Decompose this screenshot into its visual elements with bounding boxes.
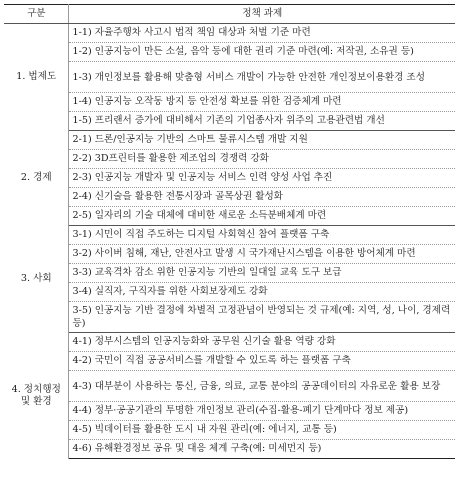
task-cell: 2-5) 일자리의 기술 대체에 대비한 새로운 소득분배체계 마련	[68, 207, 455, 226]
task-cell: 1-3) 개인정보를 활용해 맞춤형 서비스 개발이 가능한 안전한 개인정보이용환경 조성	[68, 62, 455, 93]
table-row	[4, 302, 455, 333]
task-cell: 4-6) 유해환경정보 공유 및 대응 체계 구축(예: 미세먼지 등)	[68, 440, 455, 459]
table-row	[4, 24, 455, 43]
task-cell: 1-5) 프리랜서 증가에 대비해서 기존의 기업종사자 위주의 고용관련법 개선	[68, 112, 455, 131]
task-cell: 2-3) 인공지능 개발자 및 인공지능 서비스 인력 양성 사업 추진	[68, 169, 455, 188]
category-column-header: 구분	[4, 5, 68, 24]
table-header-row	[4, 5, 455, 24]
task-cell: 1-1) 자율주행차 사고시 법적 책임 대상과 처벌 기준 마련	[68, 24, 455, 43]
table-row	[4, 62, 455, 93]
table-row	[4, 207, 455, 226]
task-cell: 1-4) 인공지능 오작동 방지 등 안전성 확보를 위한 검증체계 마련	[68, 93, 455, 112]
table-row	[4, 371, 455, 402]
task-cell: 3-2) 사이버 침해, 재난, 안전사고 발생 시 국가재난시스템을 이용한 방어체계 마련	[68, 245, 455, 264]
category-cell-economy: 2. 경제	[4, 131, 68, 226]
tasks-column-header: 정책 과제	[68, 5, 455, 24]
table-row	[4, 264, 455, 283]
table-row	[4, 93, 455, 112]
task-cell: 4-5) 빅데이터를 활용한 도시 내 자원 관리(예: 에너지, 교통 등)	[68, 421, 455, 440]
task-cell: 4-4) 정부·공공기관의 투명한 개인정보 관리(수집-활용-폐기 단계마다 정보 제공)	[68, 402, 455, 421]
task-cell: 2-4) 신기술을 활용한 전통시장과 골목상권 활성화	[68, 188, 455, 207]
task-cell: 1-2) 인공지능이 만든 소설, 음악 등에 대한 권리 기준 마련(예: 저작권, 소유권 등)	[68, 43, 455, 62]
policy-table	[4, 4, 455, 459]
table-row	[4, 169, 455, 188]
table-row	[4, 402, 455, 421]
table-row	[4, 440, 455, 459]
table-row	[4, 245, 455, 264]
task-cell: 3-4) 실직자, 구직자를 위한 사회보장제도 강화	[68, 283, 455, 302]
task-cell: 4-3) 대부분이 사용하는 통신, 금융, 의료, 교통 분야의 공공데이터의 자유로운 활용 보장	[68, 371, 455, 402]
task-cell: 3-5) 인공지능 기반 결정에 차별적 고정관념이 반영되는 것 규제(예: 지역, 성, 나이, 경제력 등)	[68, 302, 455, 333]
table-row	[4, 352, 455, 371]
task-cell: 4-2) 국민이 직접 공공서비스를 개발할 수 있도록 하는 플랫폼 구축	[68, 352, 455, 371]
table-row	[4, 131, 455, 150]
table-row	[4, 283, 455, 302]
task-cell: 2-1) 드론/인공지능 기반의 스마트 물류시스템 개발 지원	[68, 131, 455, 150]
table-row	[4, 112, 455, 131]
table-row	[4, 188, 455, 207]
task-cell: 2-2) 3D프린터를 활용한 제조업의 경쟁력 강화	[68, 150, 455, 169]
task-cell: 4-1) 정부시스템의 인공지능화와 공무원 신기술 활용 역량 강화	[68, 333, 455, 352]
category-cell-law: 1. 법제도	[4, 24, 68, 131]
table-row	[4, 150, 455, 169]
table-row	[4, 333, 455, 352]
category-cell-society: 3. 사회	[4, 226, 68, 333]
category-cell-politics-environment: 4. 정치행정 및 환경	[4, 333, 68, 459]
table-row	[4, 226, 455, 245]
table-row	[4, 43, 455, 62]
table-row	[4, 421, 455, 440]
task-cell: 3-1) 시민이 직접 주도하는 디지털 사회혁신 참여 플랫폼 구축	[68, 226, 455, 245]
task-cell: 3-3) 교육격차 감소 위한 인공지능 기반의 일대일 교육 도구 보급	[68, 264, 455, 283]
